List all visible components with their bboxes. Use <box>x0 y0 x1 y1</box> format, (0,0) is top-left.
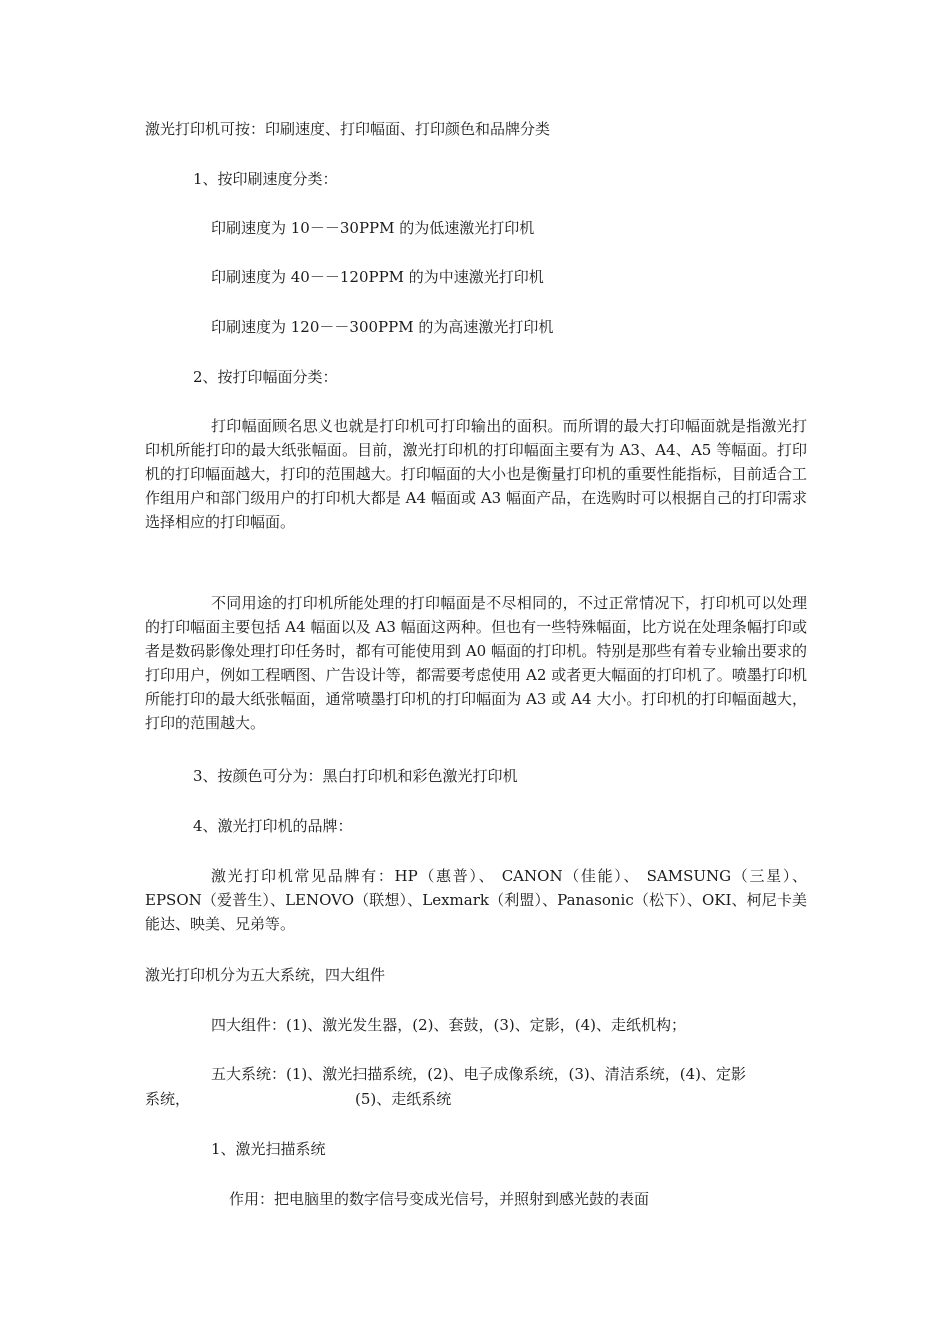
size-paragraph-2: 不同用途的打印机所能处理的打印幅面是不尽相同的，不过正常情况下，打印机可以处理的打印幅面主要包括 A4 幅面以及 A3 幅面这两种。但也有一些特殊幅面，比方说在处理条幅打印或者是数码影像处理打印任务时，都有可能使用到 A0 幅面的打印机。特别是那些有着专业输出要求的打印用户，例如工程晒图、广告设计等，都需要考虑使用 A2 或者更大幅面的打印机了。喷墨打印机所能打印的最大纸张幅面，通常喷墨打印机的打印幅面为 A3 或 A4 大小。打印机的打印幅面越大，打印的范围越大。 <box>145 594 807 732</box>
section-color-title: 3、按颜色可分为：黑白打印机和彩色激光打印机 <box>193 767 518 785</box>
section-size-title: 2、按打印幅面分类： <box>193 368 338 386</box>
systems-line-1: 五大系统：(1)、激光扫描系统，(2)、电子成像系统，(3)、清洁系统，(4)、定影 <box>211 1065 746 1083</box>
systems-line-2b: (5)、走纸系统 <box>355 1090 452 1108</box>
intro-heading: 激光打印机可按：印刷速度、打印幅面、打印颜色和品牌分类 <box>145 120 551 138</box>
brand-paragraph: 激光打印机常见品牌有：HP（惠普）、 CANON（佳能）、 SAMSUNG（三星）、EPSON（爱普生）、LENOVO（联想）、Lexmark（利盟）、Panasonic（松下）、OKI、柯尼卡美能达、映美、兄弟等。 <box>145 867 807 933</box>
section-speed-title: 1、按印刷速度分类： <box>193 170 338 188</box>
speed-item-low: 印刷速度为 10－－30PPM 的为低速激光打印机 <box>211 219 535 237</box>
section-brand-title: 4、激光打印机的品牌： <box>193 817 353 835</box>
size-paragraph-1: 打印幅面顾名思义也就是打印机可打印输出的面积。而所谓的最大打印幅面就是指激光打印机所能打印的最大纸张幅面。目前，激光打印机的打印幅面主要有为 A3、A4、A5 等幅面。打印机的打印幅面越大，打印的范围越大。打印幅面的大小也是衡量打印机的重要性能指标，目前适合工作组用户和部门级用户的打印机大都是 A4 幅面或 A3 幅面产品，在选购时可以根据自己的打印需求选择相应的打印幅面。 <box>145 417 807 531</box>
speed-item-medium: 印刷速度为 40－－120PPM 的为中速激光打印机 <box>211 268 544 286</box>
components-line: 四大组件：(1)、激光发生器，(2)、套鼓，(3)、定影，(4)、走纸机构； <box>211 1016 686 1034</box>
speed-item-high: 印刷速度为 120－－300PPM 的为高速激光打印机 <box>211 318 554 336</box>
systems-heading: 激光打印机分为五大系统，四大组件 <box>145 966 386 984</box>
laser-scan-description: 作用：把电脑里的数字信号变成光信号，并照射到感光鼓的表面 <box>229 1190 650 1208</box>
systems-line-2a: 系统， <box>145 1090 191 1108</box>
laser-scan-title: 1、激光扫描系统 <box>211 1140 326 1158</box>
